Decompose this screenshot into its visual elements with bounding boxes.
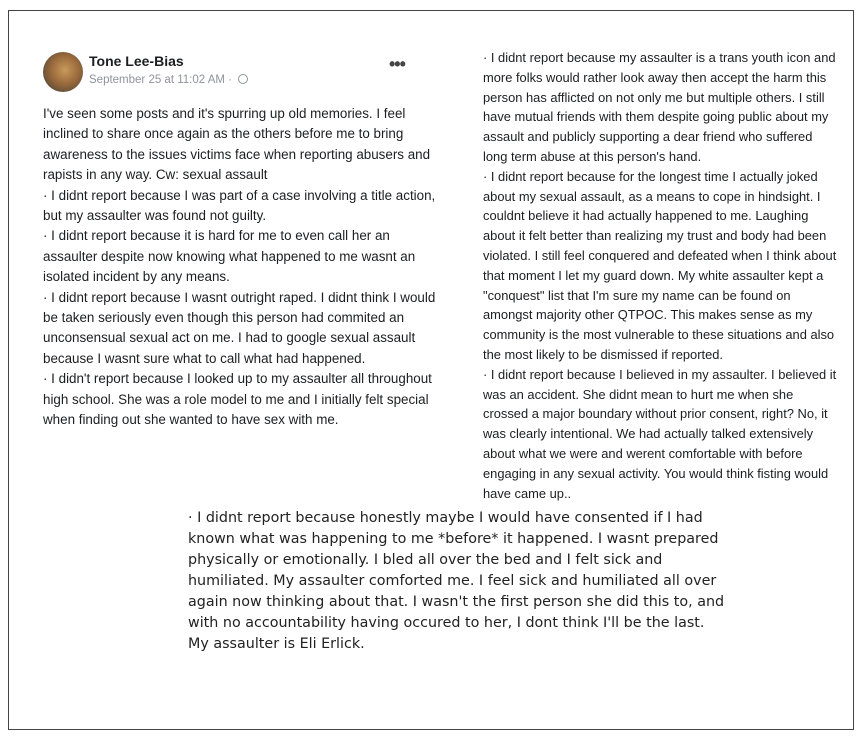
list-item: · I didnt report because it is hard for me to even call her an assaulter despite now knowing what happened to me wasnt an isolated incident by any means.: [43, 228, 416, 285]
post-meta: [89, 74, 248, 86]
meta-separator: ·: [224, 74, 236, 86]
post-body-right: [483, 48, 838, 503]
list-item: · I didnt report because honestly maybe I would have consented if I had known what was happening to me *before* it happened. I wasnt prepared physically or emotionally. I bled all over the bed and I felt sick and humiliated. My assaulter comforted me. I feel sick and humiliated all over again now thinking about that. I wasn't the first person she did this to, and with no accountability having occured to her, I dont think I'll be the last.: [188, 510, 725, 631]
avatar[interactable]: [43, 52, 83, 92]
closing-statement: My assaulter is Eli Erlick.: [188, 636, 365, 652]
globe-icon: [238, 74, 248, 84]
post-intro: I've seen some posts and it's spurring up old memories. I feel inclined to share once again as the others before me to bring awareness to the issues victims face when reporting abusers and rapists in any way. Cw: sexual assault: [43, 106, 431, 183]
list-item: · I didn't report because I looked up to my assaulter all throughout high school. She was a role model to me and I initially felt special when finding out she wanted to have sex with me.: [43, 371, 432, 428]
post-body-left: [43, 104, 443, 431]
list-item: · I didnt report because I believed in my assaulter. I believed it was an accident. She didnt mean to hurt me when she crossed a major boundary without prior consent, right? No, it was clearly intentional. We had actually talked extensively about what we were and werent comfortable with before engaging in any sexual activity. You would think fisting would have came up..: [483, 366, 837, 501]
list-item: · I didnt report because my assaulter is a trans youth icon and more folks would rather look away then accept the harm this person has afflicted on not only me but multiple others. I still have mutual friends with them despite going public about my assault and publicly supporting a dear friend who suffered long term abuse at this person's hand.: [483, 50, 836, 164]
list-item: · I didnt report because I was part of a case involving a title action, but my assaulter was found not guilty.: [43, 187, 436, 224]
more-options-icon[interactable]: •••: [389, 54, 405, 74]
post-header: [43, 52, 443, 104]
post-body-bottom: [188, 508, 728, 655]
post-right-column: [483, 48, 838, 503]
author-name[interactable]: Tone Lee-Bias: [89, 53, 184, 69]
list-item: · I didnt report because for the longest time I actually joked about my sexual assault, as a means to cope in hindsight. I couldnt believe it had actually happened to me. Laughing about it felt better than realizing my trust and body had been violated. I still feel conquered and defeated when I think about that moment I let my guard down. My white assaulter kept a "conquest" list that I'm sure my name can be found on amongst majority other QTPOC. This makes sense as my community is the most vulnerable to these situations and also the most likely to be dismissed if reported.: [483, 168, 837, 362]
list-item: · I didnt report because I wasnt outright raped. I didnt think I would be taken seriously even though this person had commited an unconsensual sexual act on me. I had to google sexual assault because I wasnt sure what to call what had happened.: [43, 289, 436, 366]
post-left-column: [43, 52, 443, 431]
post-timestamp[interactable]: September 25 at 11:02 AM: [89, 74, 225, 86]
